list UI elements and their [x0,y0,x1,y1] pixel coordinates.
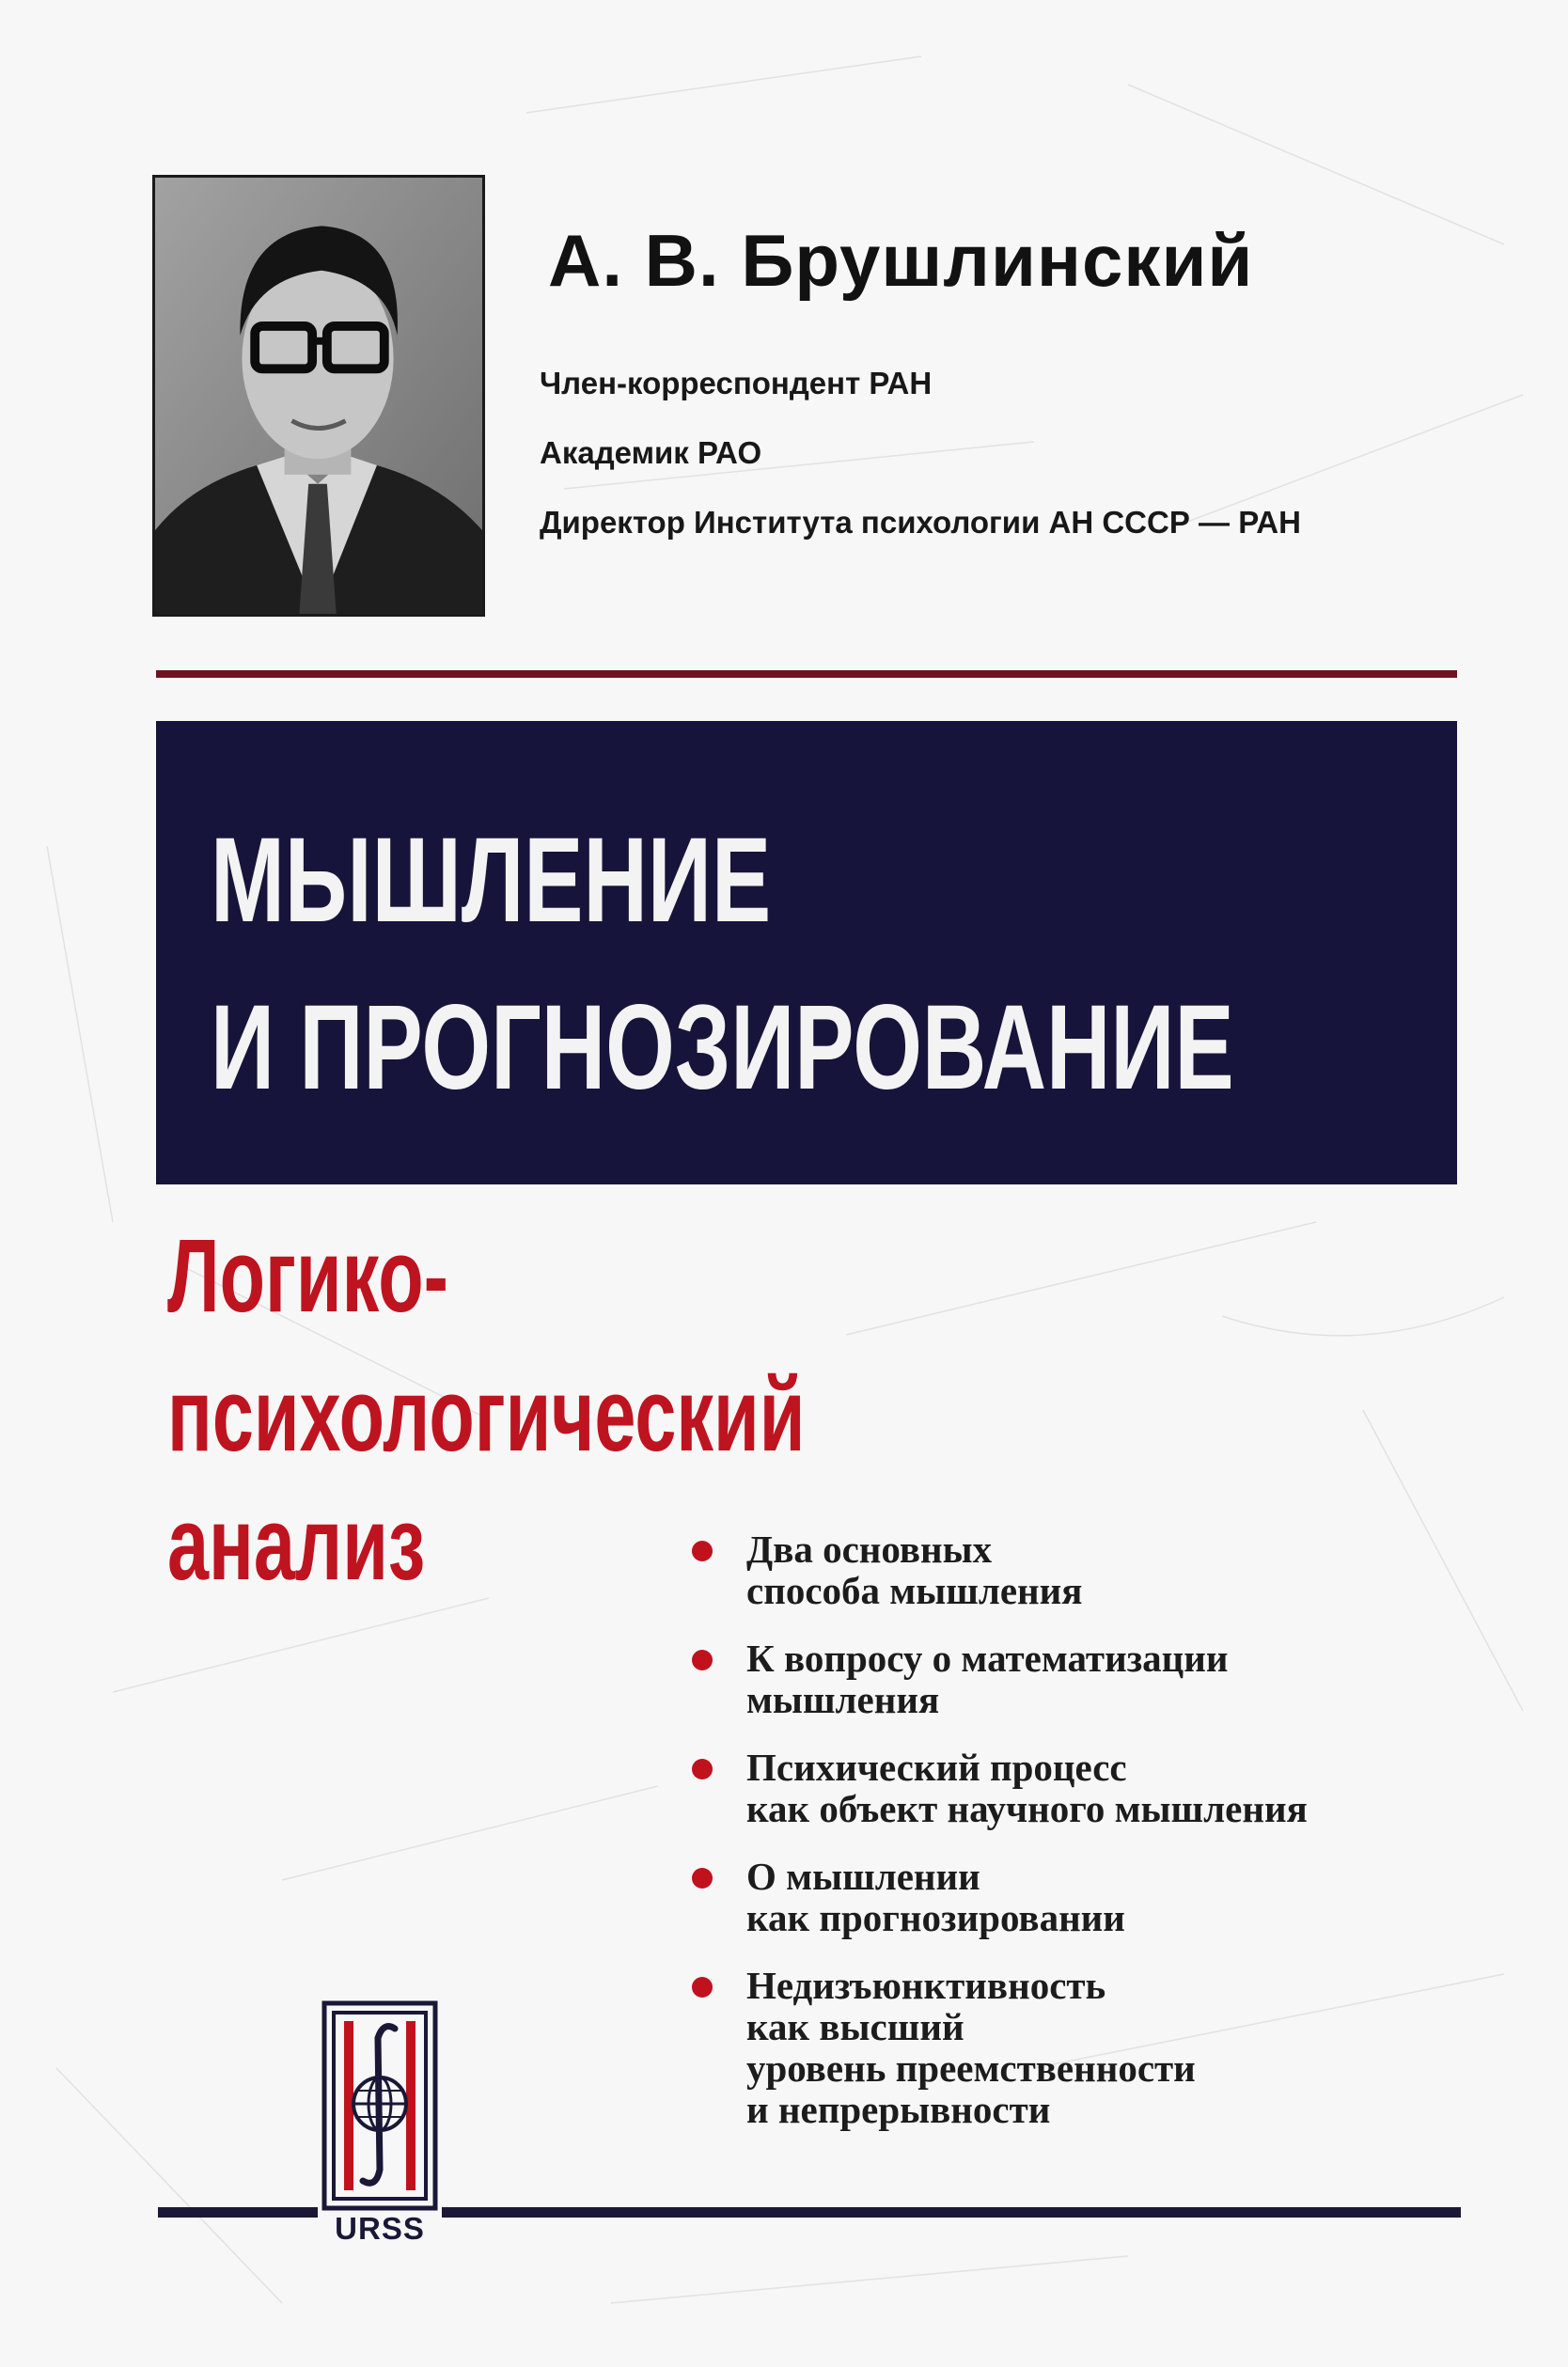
contents-item [692,1965,1308,2130]
author-photo [152,175,485,617]
author-name: А. В. Брушлинский [548,219,1254,302]
bullet-icon [692,1541,713,1561]
contents-item-line: как объект научного мышления [746,1787,1308,1830]
top-divider [156,670,1457,678]
contents-item [692,1528,1308,1611]
contents-item-line: Психический процесс [746,1746,1127,1789]
contents-item-line: О мышлении [746,1855,980,1898]
contents-item-line: К вопросу о математизации [746,1637,1229,1680]
author-titles [540,365,1301,573]
bottom-divider-left [158,2207,318,2218]
contents-item-line: мышления [746,1678,940,1721]
subtitle-line-2: психологический [167,1357,806,1473]
bullet-icon [692,1868,713,1889]
author-photo-icon [155,178,482,614]
contents-item-line: Недизъюнктивность [746,1964,1106,2007]
contents-item-line: уровень преемственности [746,2046,1196,2090]
author-title-item: Директор Института психологии АН СССР — РАН [540,505,1301,540]
contents-item [692,1638,1308,1720]
bottom-divider-right [442,2207,1461,2218]
author-title-item: Академик РАО [540,435,762,470]
contents-item [692,1856,1308,1938]
subtitle-line-1: Логико- [167,1218,448,1334]
publisher-logo [321,2000,438,2247]
contents-item-line: как прогнозировании [746,1896,1125,1939]
contents-item-line: способа мышления [746,1569,1083,1612]
bullet-icon [692,1977,713,1998]
contents-item [692,1747,1308,1829]
integral-globe-icon [321,2000,438,2211]
contents-list [692,1528,1308,2156]
publisher-logo-text: URSS [335,2211,425,2246]
author-title-item: Член-корреспондент РАН [540,366,933,400]
subtitle-line-3: анализ [167,1486,426,1602]
bullet-icon [692,1650,713,1670]
book-title-line-1: МЫШЛЕНИЕ [211,813,772,948]
bullet-icon [692,1759,713,1779]
contents-item-line: Два основных [746,1528,993,1571]
contents-item-line: как высший [746,2005,964,2048]
title-box [156,721,1457,1184]
contents-item-line: и непрерывности [746,2088,1051,2131]
book-title-line-2: И ПРОГНОЗИРОВАНИЕ [211,980,1234,1115]
